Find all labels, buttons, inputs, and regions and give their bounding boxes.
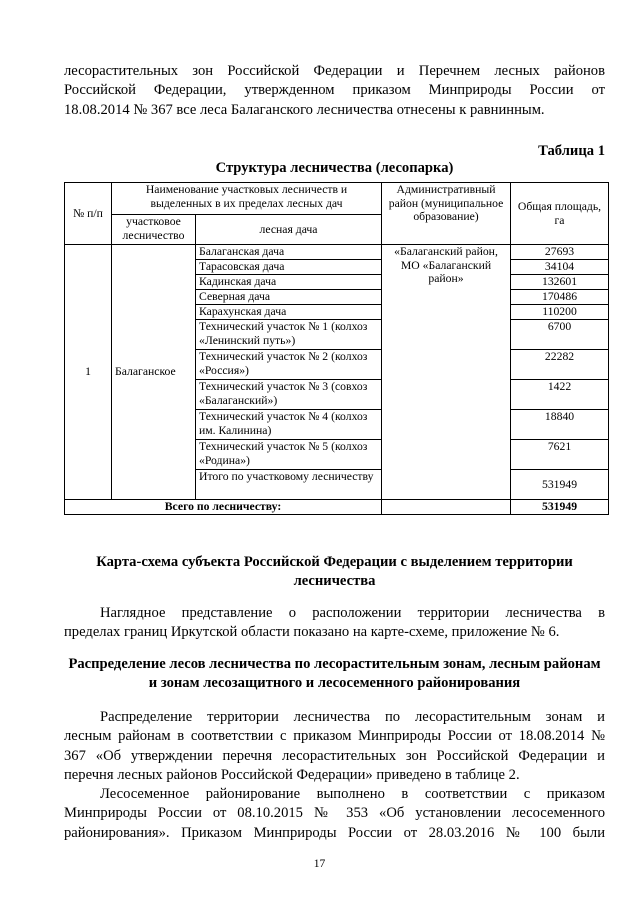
dacha-name: Северная дача <box>196 290 382 305</box>
map-paragraph-line: Наглядное представление о расположении территории лесничества в <box>100 605 605 621</box>
dacha-name: Технический участок № 3 (совхоз «Балаганский») <box>196 380 382 410</box>
intro-line: Российской Федерации, утвержденном приказом Минприроды России от <box>64 82 605 99</box>
dacha-name: Тарасовская дача <box>196 260 382 275</box>
dacha-area: 34104 <box>511 260 609 275</box>
dacha-area: 1422 <box>511 380 609 410</box>
zones-paragraph-line: 367 «Об утверждении перечня лесорастительных зон Российской Федерации и <box>64 747 605 764</box>
map-section-paragraph <box>64 604 605 643</box>
table-label: Таблица 1 <box>538 143 605 159</box>
dacha-area: 18840 <box>511 410 609 440</box>
header-district: участковое лесничество <box>112 215 196 245</box>
admin-district: «Балаганский район, МО «Балаганский район» <box>382 245 511 500</box>
subtotal-area: 531949 <box>511 470 609 500</box>
zones-paragraph-line: перечня лесных районов Российской Федерации» приведено в таблице 2. <box>64 767 520 784</box>
header-area: Общая площадь, га <box>511 183 609 245</box>
intro-line: 18.08.2014 № 367 все леса Балаганского лесничества отнесены к равнинным. <box>64 101 545 118</box>
zones-paragraph-line: лесным районам в соответствии с приказом Минприроды России от 18.08.2014 № <box>64 728 605 745</box>
zones-paragraph-line: Лесосеменное районирование выполнено в соответствии с приказом <box>100 786 605 802</box>
intro-line: лесорастительных зон Российской Федерации и Перечнем лесных районов <box>64 63 605 79</box>
dacha-name: Технический участок № 2 (колхоз «Россия») <box>196 350 382 380</box>
dacha-area: 170486 <box>511 290 609 305</box>
dacha-name: Технический участок № 4 (колхоз им. Калинина) <box>196 410 382 440</box>
structure-table <box>64 182 609 515</box>
zones-paragraph-1 <box>64 708 605 786</box>
dacha-name: Технический участок № 1 (колхоз «Ленинский путь») <box>196 320 382 350</box>
map-paragraph-line: пределах границ Иркутской области показано на карте-схеме, приложение № 6. <box>64 624 560 641</box>
zones-paragraph-line: районирования». Приказом Минприроды России от 28.03.2016 № 100 были <box>64 824 605 841</box>
header-name-group: Наименование участковых лесничеств и выделенных в их пределах лесных дач <box>112 183 382 215</box>
map-section-heading: Карта-схема субъекта Российской Федерации с выделением территории лесничества <box>96 554 573 589</box>
zones-paragraph-line: Распределение территории лесничества по лесорастительным зонам и <box>100 709 605 725</box>
dacha-name: Кадинская дача <box>196 275 382 290</box>
header-dacha: лесная дача <box>196 215 382 245</box>
dacha-name: Балаганская дача <box>196 245 382 260</box>
dacha-area: 22282 <box>511 350 609 380</box>
dacha-area: 132601 <box>511 275 609 290</box>
district-name: Балаганское <box>112 245 196 500</box>
header-admin: Административный район (муниципальное образование) <box>382 183 511 245</box>
header-num: № п/п <box>65 183 112 245</box>
table-title: Структура лесничества (лесопарка) <box>215 160 454 176</box>
zones-paragraph-line: Минприроды России от 08.10.2015 № 353 «Об установлении лесосеменного <box>64 805 605 822</box>
dacha-area: 27693 <box>511 245 609 260</box>
dacha-name: Карахунская дача <box>196 305 382 320</box>
zones-section-heading: Распределение лесов лесничества по лесорастительным зонам, лесным районам и зонам лесозащитного и лесосеменного районирования <box>68 656 601 691</box>
total-empty-cell <box>382 500 511 515</box>
page-number: 17 <box>313 858 326 870</box>
row-num: 1 <box>65 245 112 500</box>
dacha-name: Технический участок № 5 (колхоз «Родина») <box>196 440 382 470</box>
intro-paragraph <box>64 62 605 120</box>
total-label: Всего по лесничеству: <box>65 500 382 515</box>
zones-paragraph-2 <box>64 785 605 843</box>
total-area: 531949 <box>511 500 609 515</box>
subtotal-label: Итого по участковому лесничеству <box>196 470 382 500</box>
dacha-area: 7621 <box>511 440 609 470</box>
dacha-area: 110200 <box>511 305 609 320</box>
dacha-area: 6700 <box>511 320 609 350</box>
